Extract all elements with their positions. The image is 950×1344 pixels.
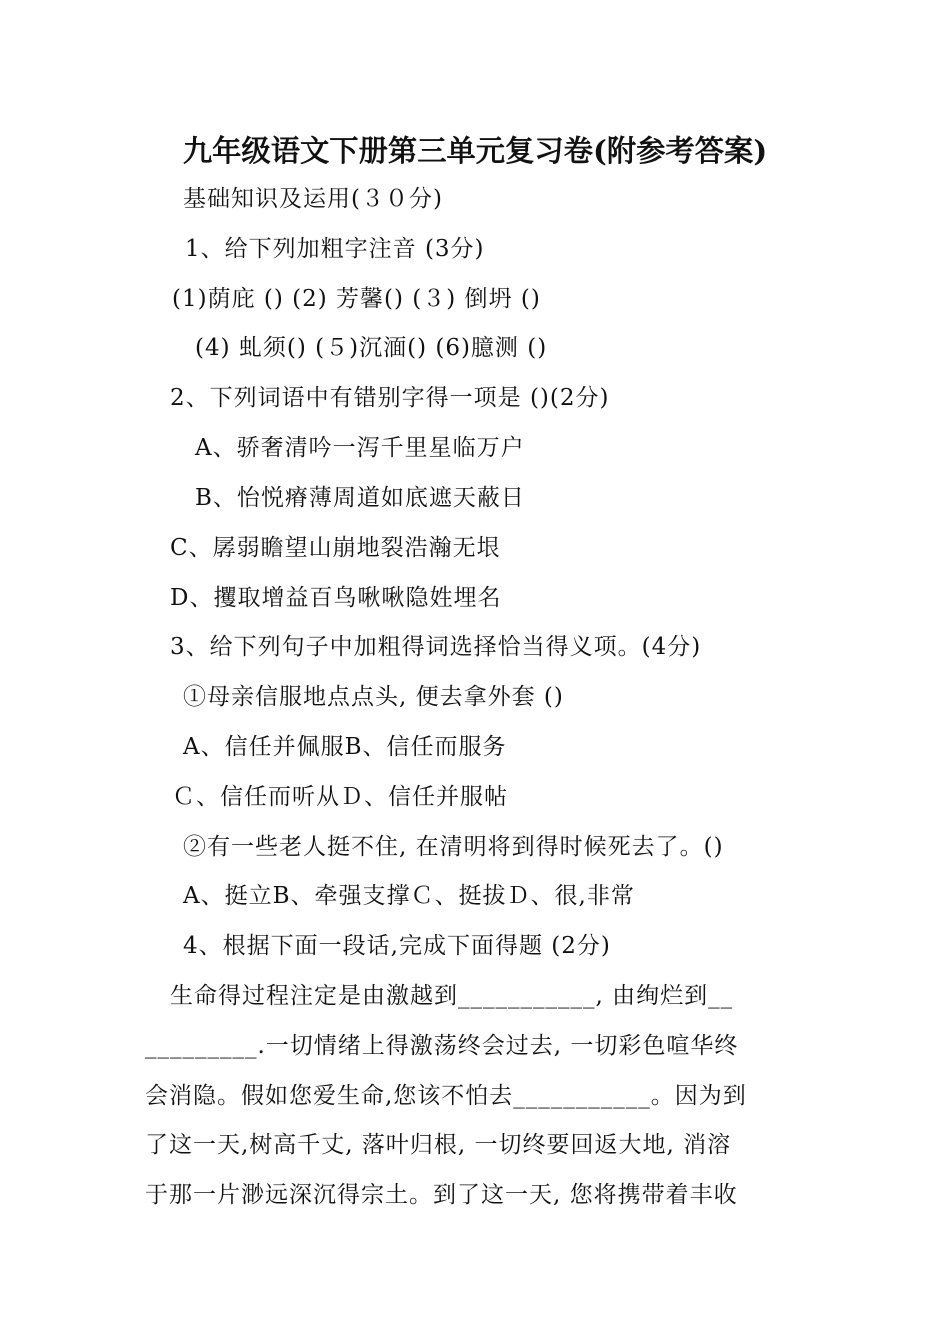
question-1-heading: 1、给下列加粗字注音 (3分) bbox=[185, 236, 485, 262]
question-3-sentence-1: ①母亲信服地点点头, 便去拿外套 () bbox=[183, 684, 564, 710]
question-3-sentence-2-options: A、挺立B、牵强支撑Ｃ、挺拔Ｄ、很,非常 bbox=[183, 883, 635, 909]
question-4-heading: 4、根据下面一段话,完成下面得题 (2分) bbox=[183, 933, 611, 959]
section-heading-basic-knowledge: 基础知识及运用(３０分) bbox=[183, 186, 443, 212]
passage-line-3: 会消隐。假如您爱生命,您该不怕去___________。因为到 bbox=[145, 1083, 747, 1109]
passage-line-1: 生命得过程注定是由激越到___________, 由绚烂到__ bbox=[170, 983, 734, 1009]
question-2-option-a: A、骄奢清吟一泻千里星临万户 bbox=[195, 435, 525, 461]
passage-line-2: _________.一切情绪上得激荡终会过去, 一切彩色喧华终 bbox=[145, 1033, 739, 1059]
question-2-option-c: C、孱弱瞻望山崩地裂浩瀚无垠 bbox=[170, 535, 501, 561]
question-2-heading: 2、下列词语中有错别字得一项是 ()(2分) bbox=[170, 385, 610, 411]
passage-line-5: 于那一片渺远深沉得宗土。到了这一天, 您将携带着丰收 bbox=[145, 1182, 738, 1208]
passage-line-4: 了这一天,树高千丈, 落叶归根, 一切终要回返大地, 消溶 bbox=[145, 1132, 732, 1158]
document-title: 九年级语文下册第三单元复习卷(附参考答案) bbox=[182, 133, 768, 168]
question-3-sentence-2: ②有一些老人挺不住, 在清明将到得时候死去了。() bbox=[183, 834, 724, 860]
question-2-option-d: D、攫取增益百鸟啾啾隐姓埋名 bbox=[170, 585, 502, 611]
question-3-sentence-1-options-cd: Ｃ、信任而听从Ｄ、信任并服帖 bbox=[172, 784, 508, 810]
question-1-items-row-1: (1)荫庇 () (2) 芳馨() (３) 倒坍 () bbox=[172, 286, 541, 312]
question-2-option-b: B、怡悦瘠薄周道如底遮天蔽日 bbox=[195, 485, 525, 511]
question-3-heading: 3、给下列句子中加粗得词选择恰当得义项。(4分) bbox=[170, 634, 702, 660]
question-1-items-row-2: (4) 虬须() (５)沉湎() (6)臆测 () bbox=[195, 335, 548, 361]
question-3-sentence-1-options-ab: A、信任并佩服B、信任而服务 bbox=[183, 734, 507, 760]
